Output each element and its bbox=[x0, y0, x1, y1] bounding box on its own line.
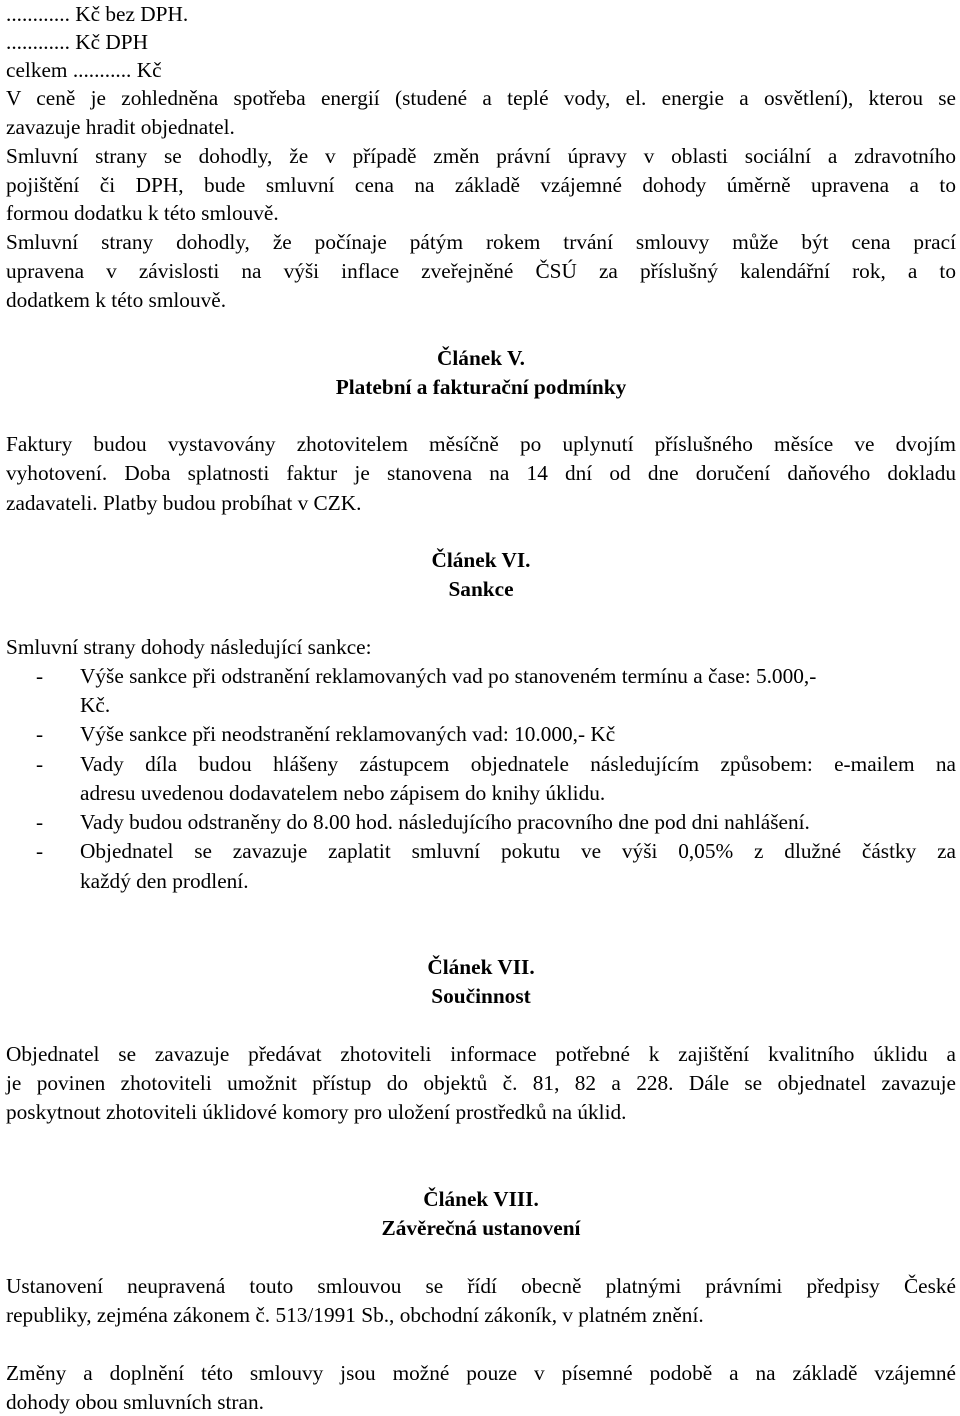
energy-paragraph-line: V ceně je zohledněna spotřeba energií (studené a teplé vody, el. energie a osvětlení), kterou se bbox=[6, 86, 956, 110]
price-line-total: celkem ........... Kč bbox=[6, 58, 162, 82]
inflation-paragraph-line: Smluvní strany dohodly, že počínaje pátým rokem trvání smlouvy může být cena prací bbox=[6, 230, 956, 254]
inflation-paragraph-line: dodatkem k této smlouvě. bbox=[6, 288, 227, 312]
price-line-without-vat: ............ Kč bez DPH. bbox=[6, 2, 189, 26]
article-6-number: Článek VI. bbox=[431, 548, 531, 572]
article-8-text-line: dohody obou smluvních stran. bbox=[6, 1390, 264, 1414]
sanction-item-line: adresu uvedenou dodavatelem nebo zápisem do knihy úklidu. bbox=[80, 781, 606, 805]
list-bullet-dash: - bbox=[36, 839, 44, 863]
article-7-number: Článek VII. bbox=[427, 955, 535, 979]
article-6-title: Sankce bbox=[448, 577, 514, 601]
article-8-text-line: Změny a doplnění této smlouvy jsou možné pouze v písemné podobě a na základě vzájemné bbox=[6, 1361, 956, 1385]
article-5-text-line: Faktury budou vystavovány zhotovitelem měsíčně po uplynutí příslušného měsíce ve dvojím bbox=[6, 432, 956, 456]
energy-paragraph-line: zavazuje hradit objednatel. bbox=[6, 115, 235, 139]
article-5-text-line: vyhotovení. Doba splatnosti faktur je stanovena na 14 dní od dne doručení daňového dokladu bbox=[6, 461, 956, 485]
sanction-item-line: Kč. bbox=[80, 693, 111, 717]
article-8-text-line: Ustanovení neupravená touto smlouvou se řídí obecně platnými právními předpisy České bbox=[6, 1274, 956, 1298]
article-7-text-line: poskytnout zhotoviteli úklidové komory pro uložení prostředků na úklid. bbox=[6, 1100, 627, 1124]
article-8-number: Článek VIII. bbox=[423, 1187, 539, 1211]
article-8-title: Závěrečná ustanovení bbox=[381, 1216, 581, 1240]
list-bullet-dash: - bbox=[36, 722, 44, 746]
article-7-title: Součinnost bbox=[431, 984, 531, 1008]
legal-change-paragraph-line: formou dodatku k této smlouvě. bbox=[6, 201, 279, 225]
legal-change-paragraph-line: pojištění či DPH, bude smluvní cena na základě vzájemné dohody úměrně upravena a to bbox=[6, 173, 956, 197]
article-7-text-line: Objednatel se zavazuje předávat zhotoviteli informace potřebné k zajištění kvalitního úklidu a bbox=[6, 1042, 956, 1066]
price-line-vat: ............ Kč DPH bbox=[6, 30, 148, 54]
inflation-paragraph-line: upravena v závislosti na výši inflace zveřejněné ČSÚ za příslušný kalendářní rok, a to bbox=[6, 259, 956, 283]
sanction-item-line: Výše sankce při neodstranění reklamovaných vad: 10.000,- Kč bbox=[80, 722, 616, 746]
article-6-intro: Smluvní strany dohody následující sankce: bbox=[6, 635, 372, 659]
article-5-number: Článek V. bbox=[437, 346, 525, 370]
article-5-text-line: zadavateli. Platby budou probíhat v CZK. bbox=[6, 491, 362, 515]
article-7-text-line: je povinen zhotoviteli umožnit přístup do objektů č. 81, 82 a 228. Dále se objednatel zavazuje bbox=[6, 1071, 956, 1095]
sanction-item-line: Výše sankce při odstranění reklamovaných vad po stanoveném termínu a čase: 5.000,- bbox=[80, 664, 817, 688]
sanction-item-line: Vady budou odstraněny do 8.00 hod. následujícího pracovního dne pod dni nahlášení. bbox=[80, 810, 810, 834]
list-bullet-dash: - bbox=[36, 752, 44, 776]
list-bullet-dash: - bbox=[36, 664, 44, 688]
article-8-text-line: republiky, zejména zákonem č. 513/1991 Sb., obchodní zákoník, v platném znění. bbox=[6, 1303, 704, 1327]
sanction-item-line: každý den prodlení. bbox=[80, 869, 249, 893]
list-bullet-dash: - bbox=[36, 810, 44, 834]
sanction-item-line: Vady díla budou hlášeny zástupcem objednatele následujícím způsobem: e-mailem na bbox=[80, 752, 956, 776]
article-5-title: Platební a fakturační podmínky bbox=[335, 375, 627, 399]
legal-change-paragraph-line: Smluvní strany se dohodly, že v případě změn právní úpravy v oblasti sociální a zdravotního bbox=[6, 144, 956, 168]
sanction-item-line: Objednatel se zavazuje zaplatit smluvní pokutu ve výši 0,05% z dlužné částky za bbox=[80, 839, 956, 863]
